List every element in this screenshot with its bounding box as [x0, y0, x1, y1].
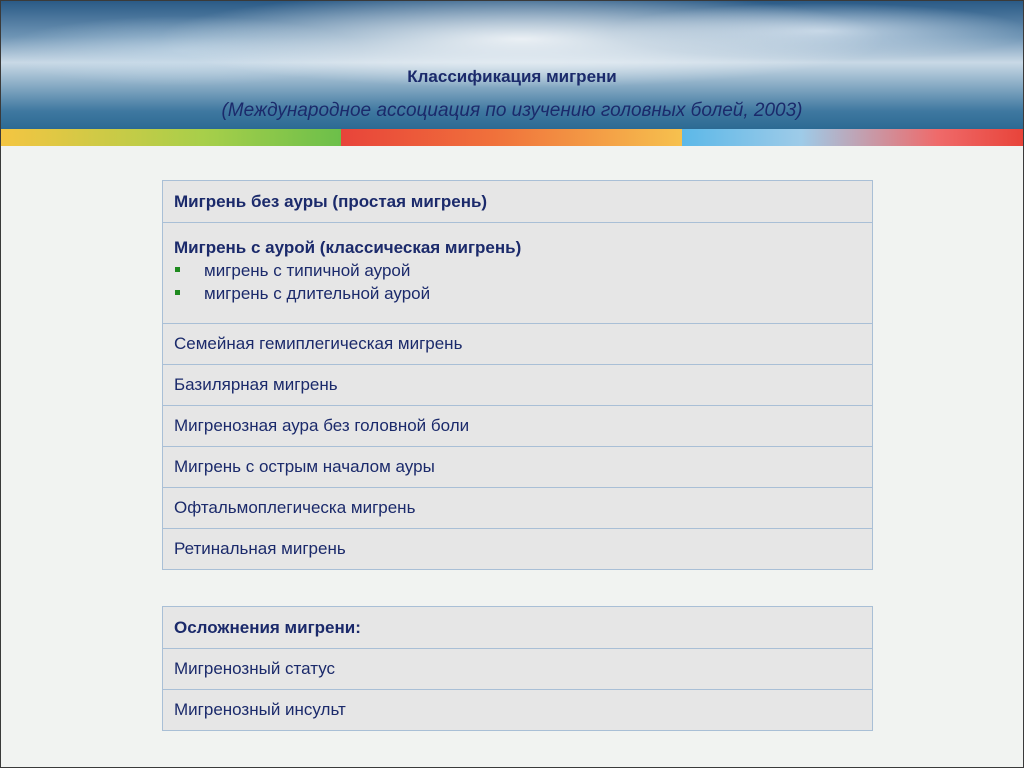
complications-table [162, 606, 873, 731]
table-row [163, 405, 872, 446]
table-row [163, 689, 872, 730]
slide-title: Классификация мигрени [407, 67, 617, 86]
row-label: Мигренозный статус [174, 659, 336, 678]
row-label: Базилярная мигрень [174, 375, 338, 394]
row-heading: Мигрень с аурой (классическая мигрень) [174, 238, 522, 257]
row-label: Офтальмоплегическа мигрень [174, 498, 416, 517]
slide-subtitle: (Международное ассоциация по изучению головных болей, 2003) [221, 100, 803, 121]
row-label: Мигрень с острым началом ауры [174, 457, 435, 476]
square-bullet-icon [175, 267, 180, 272]
table-row [163, 446, 872, 487]
row-label: Мигренозный инсульт [174, 700, 346, 719]
table-row [163, 607, 872, 648]
list-item [174, 282, 872, 305]
row-heading: Осложнения мигрени: [174, 617, 361, 637]
color-strip-segment [682, 129, 1023, 146]
row-label: Семейная гемиплегическая мигрень [174, 334, 463, 353]
table-row [163, 528, 872, 569]
header-banner [1, 1, 1023, 129]
table-row [163, 487, 872, 528]
row-label: Мигрень без ауры (простая мигрень) [174, 191, 488, 211]
table-row [163, 222, 872, 323]
list-item-label: мигрень с длительной аурой [204, 284, 431, 303]
list-item-label: мигрень с типичной аурой [204, 261, 411, 280]
table-row [163, 648, 872, 689]
row-label: Мигренозная аура без головной боли [174, 416, 470, 435]
color-strip-segment [1, 129, 341, 146]
classification-table [162, 180, 873, 570]
color-strip-segment [341, 129, 682, 146]
table-row [163, 181, 872, 222]
row-label: Ретинальная мигрень [174, 539, 346, 558]
table-row [163, 364, 872, 405]
list-item [174, 259, 872, 282]
square-bullet-icon [175, 290, 180, 295]
decorative-color-strip [1, 129, 1023, 146]
table-row [163, 323, 872, 364]
